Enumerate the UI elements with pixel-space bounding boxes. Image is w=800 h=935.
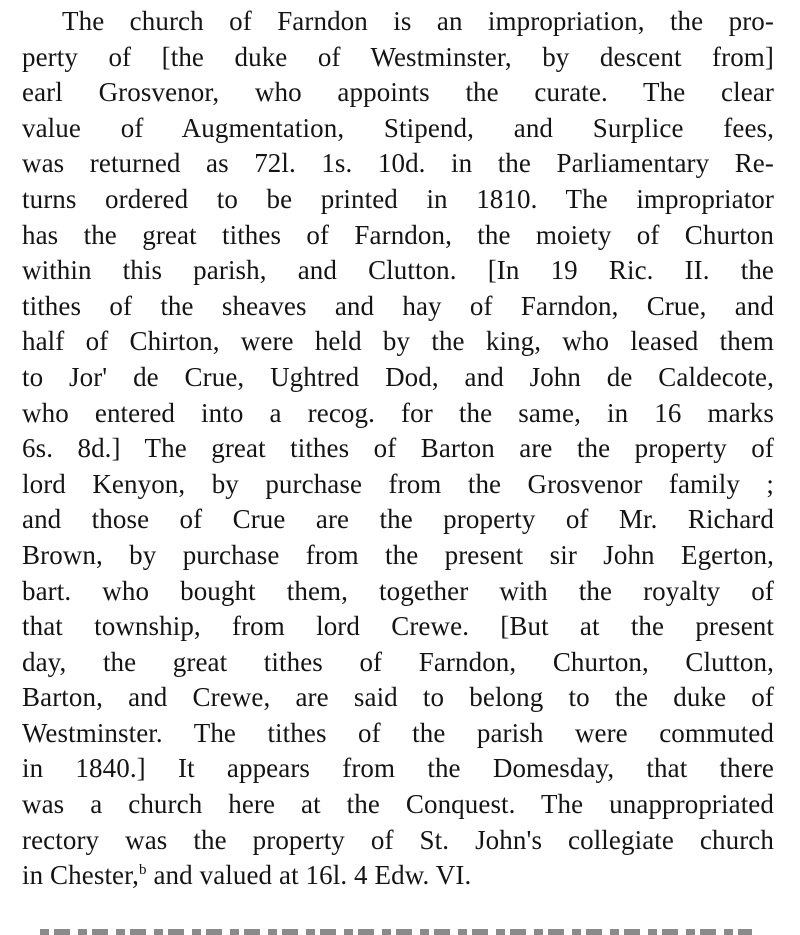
text-line: in 1840.] It appears from the Domesday, that there <box>22 753 774 784</box>
cropped-next-line <box>40 921 752 935</box>
text-line: 6s. 8d.] The great tithes of Barton are the property of <box>22 433 774 464</box>
text-line: lord Kenyon, by purchase from the Grosvenor family ; <box>22 468 774 499</box>
cropped-text-fragment <box>40 929 752 935</box>
text-line: The church of Farndon is an impropriation, the pro- <box>62 6 774 36</box>
text-line: turns ordered to be printed in 1810. The impropriator <box>22 183 774 214</box>
final-line-end: and valued at 16l. 4 Edw. VI. <box>146 860 472 891</box>
text-line: who entered into a recog. for the same, in 16 marks <box>22 397 774 428</box>
text-line: that township, from lord Crewe. [But at the present <box>22 611 774 642</box>
text-line: and those of Crue are the property of Mr. Richard <box>22 504 774 535</box>
footnote-reference: b <box>139 862 147 879</box>
text-line: Westminster. The tithes of the parish were commuted <box>22 717 774 748</box>
text-line: within this parish, and Clutton. [In 19 Ric. II. the <box>22 255 774 286</box>
text-line: Barton, and Crewe, are said to belong to the duke of <box>22 682 774 713</box>
text-line: half of Chirton, were held by the king, who leased them <box>22 326 774 357</box>
text-line: rectory was the property of St. John's collegiate church <box>22 824 774 855</box>
final-line-start: in Chester, <box>22 860 139 891</box>
text-line: Brown, by purchase from the present sir John Egerton, <box>22 539 774 570</box>
text-line: tithes of the sheaves and hay of Farndon, Crue, and <box>22 290 774 321</box>
text-line: to Jor' de Crue, Ughtred Dod, and John de Caldecote, <box>22 361 774 392</box>
text-line: earl Grosvenor, who appoints the curate. The clear <box>22 77 774 108</box>
document-page <box>22 4 774 894</box>
text-line-final <box>22 858 774 894</box>
text-line: bart. who bought them, together with the royalty of <box>22 575 774 606</box>
text-paragraph <box>22 4 774 894</box>
text-line: was a church here at the Conquest. The unappropriated <box>22 789 774 820</box>
text-line: was returned as 72l. 1s. 10d. in the Parliamentary Re- <box>22 148 774 179</box>
text-line: perty of [the duke of Westminster, by descent from] <box>22 41 774 72</box>
text-line: has the great tithes of Farndon, the moiety of Churton <box>22 219 774 250</box>
text-line: value of Augmentation, Stipend, and Surplice fees, <box>22 112 774 143</box>
text-line: day, the great tithes of Farndon, Churton, Clutton, <box>22 646 774 677</box>
